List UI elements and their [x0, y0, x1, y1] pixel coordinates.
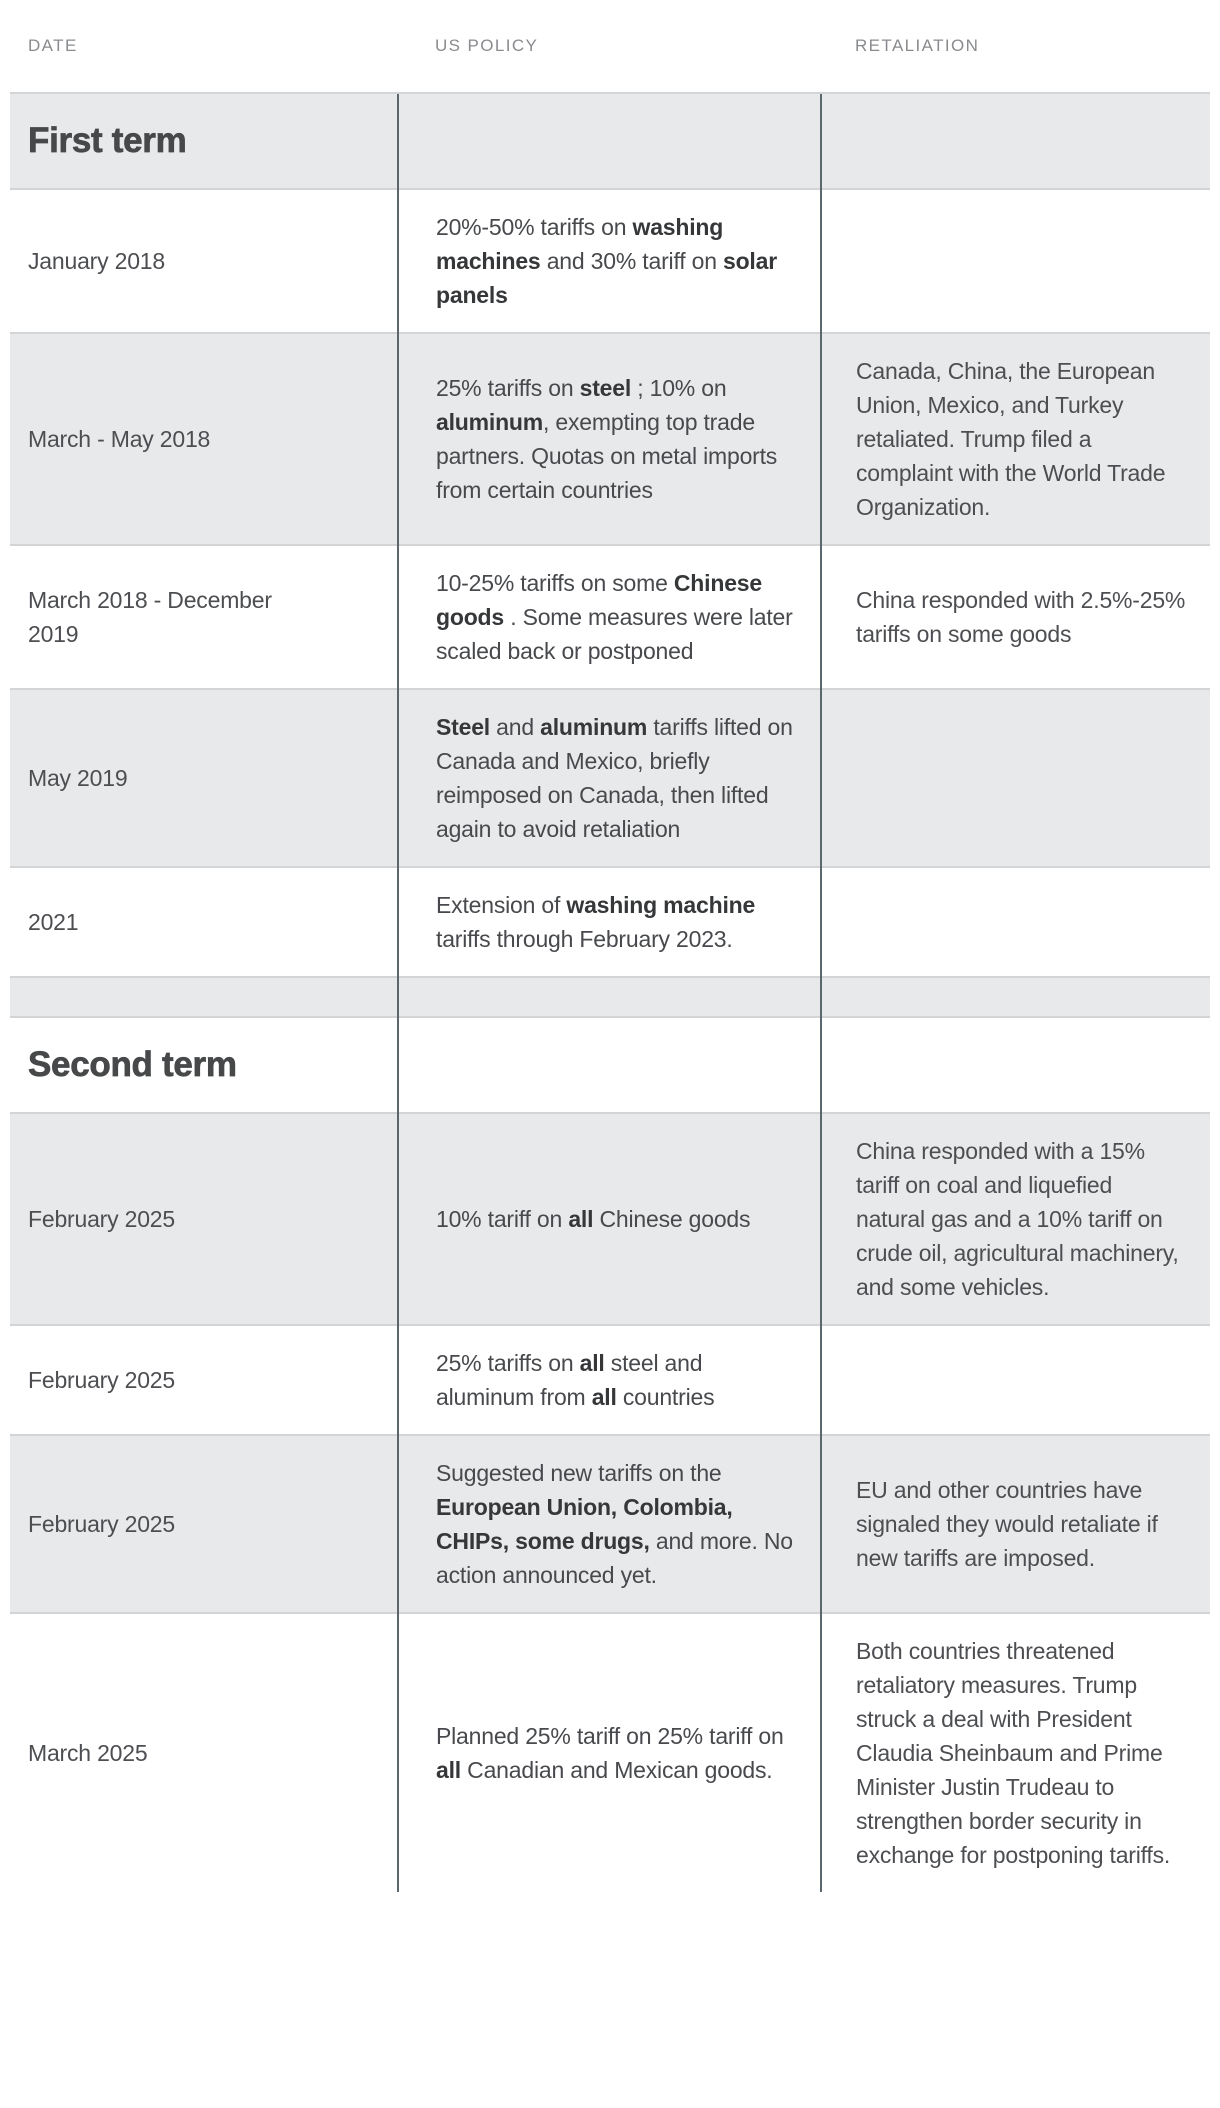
section-title: Second term — [28, 1045, 237, 1084]
tariff-table — [10, 0, 1210, 1892]
section-title-cell — [10, 93, 398, 189]
section-title: First term — [28, 121, 187, 160]
column-header-us-policy: US POLICY — [435, 36, 539, 55]
policy-cell: 25% tariffs on all steel and aluminum from all countries — [398, 1325, 821, 1435]
date-cell: February 2025 — [10, 1325, 398, 1435]
retaliation-cell: EU and other countries have signaled they would retaliate if new tariffs are imposed. — [821, 1435, 1210, 1613]
table-header — [10, 0, 1210, 93]
retaliation-cell — [821, 689, 1210, 867]
date-cell: February 2025 — [10, 1435, 398, 1613]
policy-cell: Extension of washing machine tariffs through February 2023. — [398, 867, 821, 977]
table-row — [10, 1113, 1210, 1325]
empty-cell — [821, 93, 1210, 189]
section-title-cell — [10, 1017, 398, 1113]
date-cell: January 2018 — [10, 189, 398, 333]
table-row — [10, 867, 1210, 977]
table-row — [10, 1613, 1210, 1892]
retaliation-cell — [821, 1325, 1210, 1435]
policy-cell: Planned 25% tariff on 25% tariff on all Canadian and Mexican goods. — [398, 1613, 821, 1892]
retaliation-cell: Both countries threatened retaliatory measures. Trump struck a deal with President Claudia Sheinbaum and Prime Minister Justin Trudeau to strengthen border security in exchange for postponing tariffs. — [821, 1613, 1210, 1892]
date-cell: May 2019 — [10, 689, 398, 867]
policy-cell: Steel and aluminum tariffs lifted on Canada and Mexico, briefly reimposed on Canada, then lifted again to avoid retaliation — [398, 689, 821, 867]
spacer-cell — [398, 977, 821, 1017]
table-body — [10, 93, 1210, 1892]
policy-cell: 10-25% tariffs on some Chinese goods . Some measures were later scaled back or postponed — [398, 545, 821, 689]
policy-cell: Suggested new tariffs on the European Union, Colombia, CHIPs, some drugs, and more. No action announced yet. — [398, 1435, 821, 1613]
column-header-date: DATE — [28, 36, 78, 55]
empty-cell — [398, 1017, 821, 1113]
section-header-row — [10, 93, 1210, 189]
date-cell: 2021 — [10, 867, 398, 977]
table-row — [10, 189, 1210, 333]
date-cell: March 2025 — [10, 1613, 398, 1892]
retaliation-cell: China responded with 2.5%-25% tariffs on some goods — [821, 545, 1210, 689]
empty-cell — [821, 1017, 1210, 1113]
retaliation-cell — [821, 189, 1210, 333]
spacer-cell — [821, 977, 1210, 1017]
retaliation-cell — [821, 867, 1210, 977]
table-row — [10, 545, 1210, 689]
header-row — [10, 0, 1210, 93]
empty-cell — [398, 93, 821, 189]
policy-cell: 25% tariffs on steel ; 10% on aluminum, exempting top trade partners. Quotas on metal imports from certain countries — [398, 333, 821, 545]
policy-cell: 10% tariff on all Chinese goods — [398, 1113, 821, 1325]
table-row — [10, 1325, 1210, 1435]
section-header-row — [10, 1017, 1210, 1113]
table-row — [10, 1435, 1210, 1613]
date-cell: March - May 2018 — [10, 333, 398, 545]
table-row — [10, 333, 1210, 545]
table-row — [10, 689, 1210, 867]
spacer-row — [10, 977, 1210, 1017]
spacer-cell — [10, 977, 398, 1017]
date-cell: February 2025 — [10, 1113, 398, 1325]
date-cell: March 2018 - December 2019 — [10, 545, 398, 689]
retaliation-cell: Canada, China, the European Union, Mexico, and Turkey retaliated. Trump filed a complaint with the World Trade Organization. — [821, 333, 1210, 545]
retaliation-cell: China responded with a 15% tariff on coal and liquefied natural gas and a 10% tariff on crude oil, agricultural machinery, and some vehicles. — [821, 1113, 1210, 1325]
column-header-retaliation: RETALIATION — [855, 36, 980, 55]
policy-cell: 20%-50% tariffs on washing machines and 30% tariff on solar panels — [398, 189, 821, 333]
